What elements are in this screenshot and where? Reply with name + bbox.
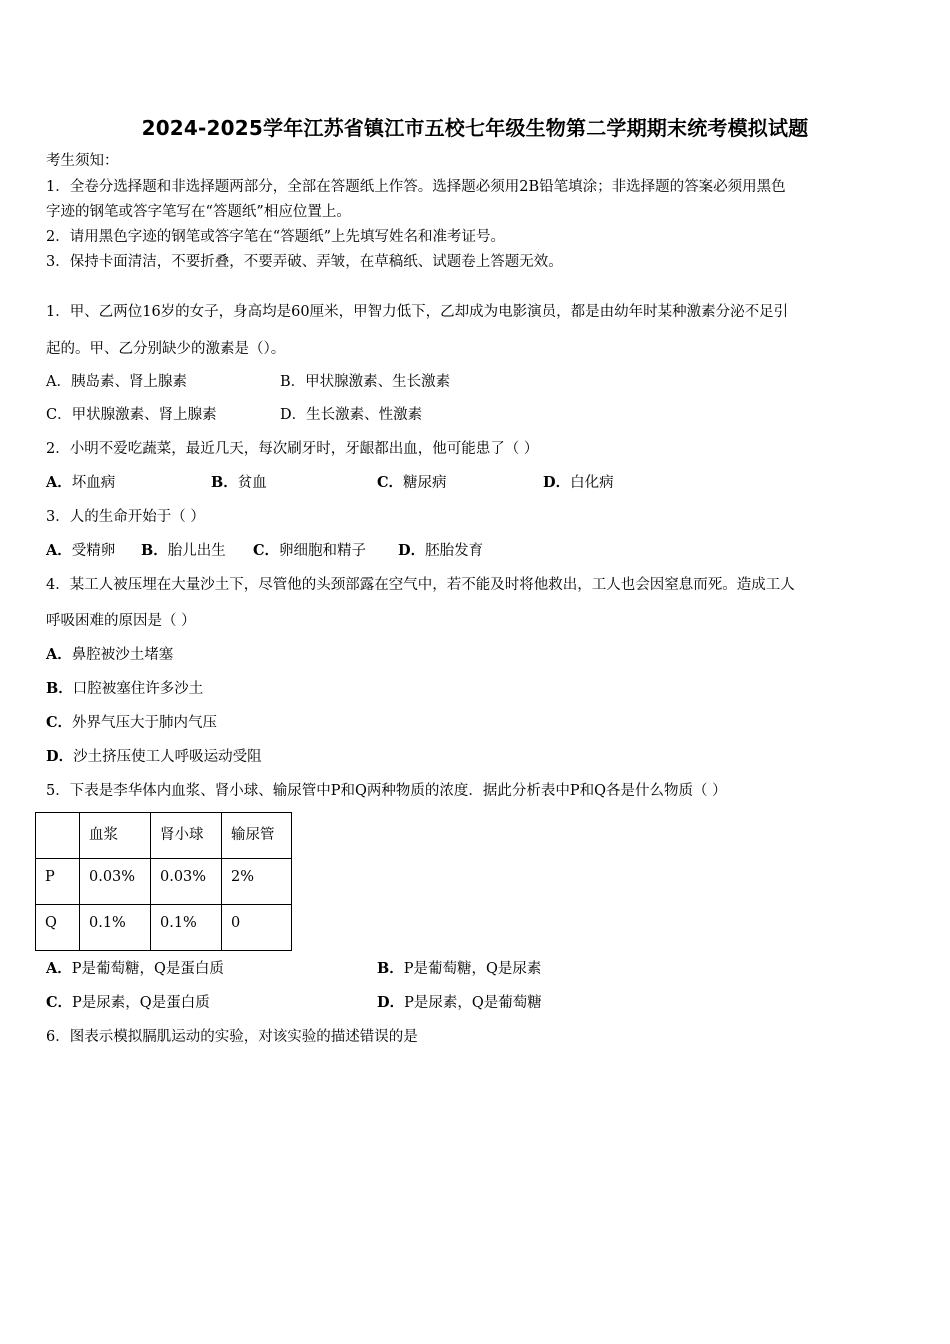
q2-option-c-text: 糖尿病: [403, 475, 447, 491]
q5-option-c-text: P是尿素，Q是蛋白质: [72, 995, 210, 1011]
q2-option-a-label: A．: [46, 474, 72, 491]
table-row: [36, 905, 292, 951]
q1-option-b: B．甲状腺激素、生长激素: [280, 374, 451, 390]
q3-option-c-text: 卵细胞和精子: [279, 543, 367, 559]
q4-option-b-label: B．: [46, 680, 73, 697]
table-header-cell: 肾小球: [151, 813, 222, 859]
q4-option-b-text: 口腔被塞住许多沙土: [72, 681, 204, 697]
q5-option-c-label: C．: [46, 994, 73, 1011]
q2-option-d-text: 白化病: [570, 475, 614, 491]
q3-stem: 3．人的生命开始于（ ）: [46, 509, 205, 525]
q5-option-a: [46, 959, 224, 979]
q3-option-a: [46, 541, 115, 561]
table-cell: 2%: [222, 859, 292, 905]
q5-option-d-text: P是尿素，Q是葡萄糖: [404, 995, 542, 1011]
q5-option-a-label: A．: [46, 960, 72, 977]
table-cell: 0: [222, 905, 292, 951]
q5-option-b-label: B．: [377, 960, 404, 977]
q3-option-b: [141, 541, 226, 561]
q3-option-d-label: D．: [398, 542, 426, 559]
q4-option-d-label: D．: [46, 748, 74, 765]
notice-item-3: 3．保持卡面清洁，不要折叠，不要弄破、弄皱，在草稿纸、试题卷上答题无效。: [46, 254, 563, 270]
q1-option-d: D．生长激素、性激素: [280, 407, 423, 423]
q3-option-c: [253, 541, 366, 561]
q3-option-c-label: C．: [253, 542, 280, 559]
table-header-cell: [36, 813, 80, 859]
q4-option-a-text: 鼻腔被沙土堵塞: [71, 647, 174, 663]
notice-heading: 考生须知：: [46, 153, 119, 169]
table-cell: Q: [36, 905, 80, 951]
q1-stem-line-1: 1．甲、乙两位16岁的女子，身高均是60厘米，甲智力低下，乙却成为电影演员，都是由幼年时某种激素分泌不足引: [46, 304, 789, 320]
q3-option-a-label: A．: [46, 542, 72, 559]
q5-option-d: [377, 993, 542, 1013]
page-title: 2024-2025学年江苏省镇江市五校七年级生物第二学期期末统考模拟试题: [141, 116, 809, 140]
table-row: [36, 859, 292, 905]
q2-option-c-label: C．: [377, 474, 404, 491]
notice-item-2: 2．请用黑色字迹的钢笔或答字笔在“答题纸”上先填写姓名和准考证号。: [46, 229, 506, 245]
q4-stem-line-1: 4．某工人被压埋在大量沙土下，尽管他的头颈部露在空气中，若不能及时将他救出，工人也会因窒息而死。造成工人: [46, 577, 795, 593]
q2-option-b: [211, 473, 267, 493]
q2-option-c: [377, 473, 447, 493]
table-header-row: [36, 813, 292, 859]
table-cell: P: [36, 859, 80, 905]
q5-option-a-text: P是葡萄糖，Q是蛋白质: [71, 961, 224, 977]
table-cell: 0.03%: [151, 859, 222, 905]
q4-option-c-text: 外界气压大于肺内气压: [72, 715, 218, 731]
q4-option-d: [46, 747, 262, 767]
table-header-cell: 输尿管: [222, 813, 292, 859]
q4-option-a-label: A．: [46, 646, 72, 663]
q5-option-b-text: P是葡萄糖，Q是尿素: [403, 961, 542, 977]
q4-option-c: [46, 713, 217, 733]
q2-option-d: [543, 473, 614, 493]
q1-option-a: A．胰岛素、肾上腺素: [46, 374, 187, 390]
q2-option-b-text: 贫血: [237, 475, 267, 491]
q2-option-d-label: D．: [543, 474, 571, 491]
q5-option-c: [46, 993, 210, 1013]
q4-option-d-text: 沙土挤压使工人呼吸运动受阻: [73, 749, 262, 765]
q4-option-a: [46, 645, 173, 665]
q2-option-a: [46, 473, 115, 493]
table-cell: 0.1%: [80, 905, 151, 951]
q4-stem-line-2: 呼吸困难的原因是（ ）: [46, 613, 196, 629]
q3-option-d: [398, 541, 483, 561]
q5-stem: 5．下表是李华体内血浆、肾小球、输尿管中P和Q两种物质的浓度．据此分析表中P和Q各是什么物质（ ）: [46, 783, 727, 799]
q3-option-a-text: 受精卵: [71, 543, 116, 559]
q1-option-c: C．甲状腺激素、肾上腺素: [46, 407, 217, 423]
table-cell: 0.03%: [80, 859, 151, 905]
table-header-cell: 血浆: [80, 813, 151, 859]
q5-option-b: [377, 959, 541, 979]
q4-option-c-label: C．: [46, 714, 73, 731]
q4-option-b: [46, 679, 203, 699]
q2-option-a-text: 坏血病: [71, 475, 116, 491]
notice-item-1-line-1: 1．全卷分选择题和非选择题两部分，全部在答题纸上作答。选择题必须用2B铅笔填涂；非选择题的答案必须用黑色: [46, 179, 786, 195]
q3-option-b-text: 胎儿出生: [167, 543, 226, 559]
q2-stem: 2．小明不爱吃蔬菜，最近几天，每次刷牙时，牙龈都出血，他可能患了（ ）: [46, 441, 539, 457]
table-cell: 0.1%: [151, 905, 222, 951]
q3-option-d-text: 胚胎发育: [425, 543, 484, 559]
q5-option-d-label: D．: [377, 994, 405, 1011]
q2-option-b-label: B．: [211, 474, 238, 491]
q6-stem: 6．图表示模拟膈肌运动的实验，对该实验的描述错误的是: [46, 1029, 418, 1045]
q3-option-b-label: B．: [141, 542, 168, 559]
notice-item-1-line-2: 字迹的钢笔或答字笔写在“答题纸”相应位置上。: [46, 204, 351, 220]
q1-stem-line-2: 起的。甲、乙分别缺少的激素是（）。: [46, 341, 286, 357]
q5-concentration-table: [35, 812, 292, 951]
